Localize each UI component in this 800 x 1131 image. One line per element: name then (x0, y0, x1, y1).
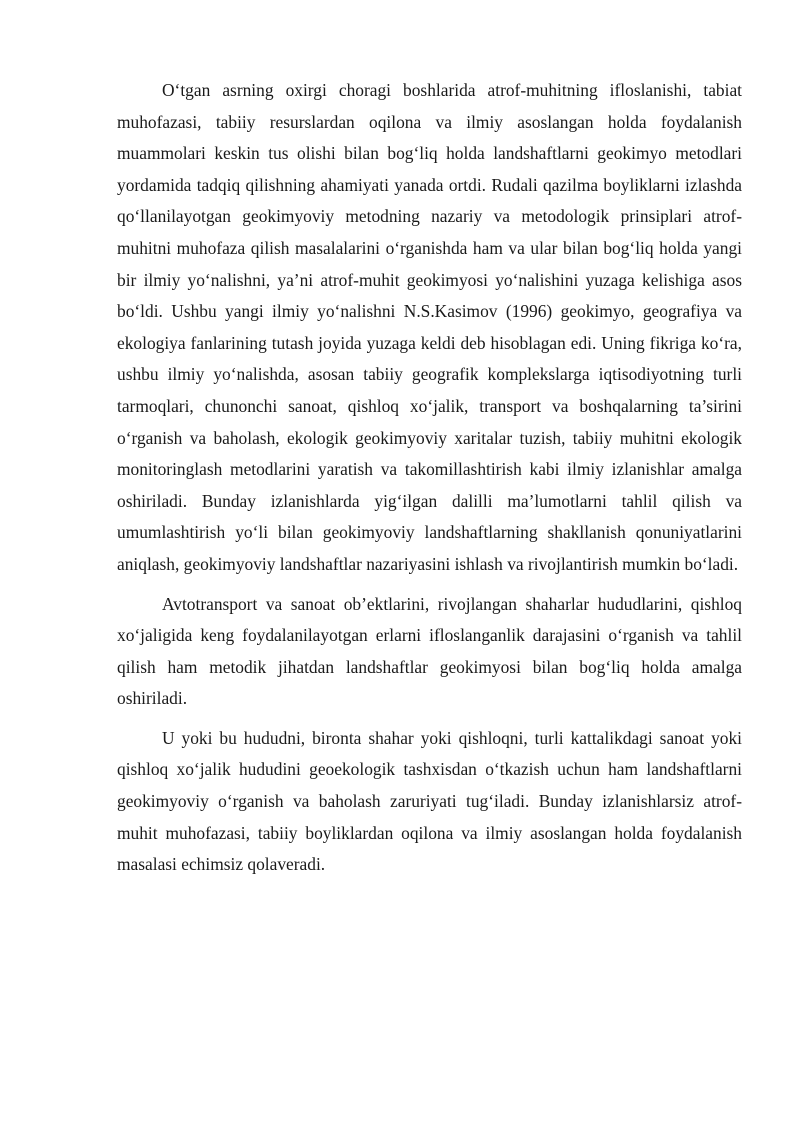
paragraph-1: O‘tgan asrning oxirgi choragi boshlarida atrof-muhitning ifloslanishi, tabiat muhofazasi, tabiiy resurslardan oqilona va ilmiy asoslangan holda foydalanish muammolari keskin tus olishi bilan bog‘liq holda landshaftlarni geokimyo metodlari yordamida tadqiq qilishning ahamiyati yanada ortdi. Rudali qazilma boyliklarni izlashda qo‘llanilayotgan geokimyoviy metodning nazariy va metodologik prinsiplari atrof-muhitni muhofaza qilish masalalarini o‘rganishda ham va ular bilan bog‘liq holda yangi bir ilmiy yo‘nalishni, ya’ni atrof-muhit geokimyosi yo‘nalishini yuzaga kelishiga asos bo‘ldi. Ushbu yangi ilmiy yo‘nalishni N.S.Kasimov (1996) geokimyo, geografiya va ekologiya fanlarining tutash joyida yuzaga keldi deb hisoblagan edi. Uning fikriga ko‘ra, ushbu ilmiy yo‘nalishda, asosan tabiiy geografik komplekslarga iqtisodiyotning turli tarmoqlari, chunonchi sanoat, qishloq xo‘jalik, transport va boshqalarning ta’sirini o‘rganish va baholash, ekologik geokimyoviy xaritalar tuzish, tabiiy muhitni ekologik monitoringlash metodlarini yaratish va takomillashtirish kabi ilmiy izlanishlar amalga oshiriladi. Bunday izlanishlarda yig‘ilgan dalilli ma’lumotlarni tahlil qilish va umumlashtirish yo‘li bilan geokimyoviy landshaftlarning shakllanish qonuniyatlarini aniqlash, geokimyoviy landshaftlar nazariyasini ishlash va rivojlantirish mumkin bo‘ladi. (117, 80, 742, 574)
document-page (117, 75, 742, 881)
paragraph-3: U yoki bu hududni, bironta shahar yoki qishloqni, turli kattalikdagi sanoat yoki qishloq xo‘jalik hududini geoekologik tashxisdan o‘tkazish uchun ham landshaftlarni geokimyoviy o‘rganish va baholash zaruriyati tug‘iladi. Bunday izlanishlarsiz atrof-muhit muhofazasi, tabiiy boyliklardan oqilona va ilmiy asoslangan holda foydalanish masalasi echimsiz qolaveradi. (117, 727, 742, 875)
paragraph-2: Avtotransport va sanoat ob’ektlarini, rivojlangan shaharlar hududlarini, qishloq xo‘jaligida keng foydalanilayotgan erlarni ifloslanganlik darajasini o‘rganish va tahlil qilish ham metodik jihatdan landshaftlar geokimyosi bilan bog‘liq holda amalga oshiriladi. (117, 593, 742, 709)
